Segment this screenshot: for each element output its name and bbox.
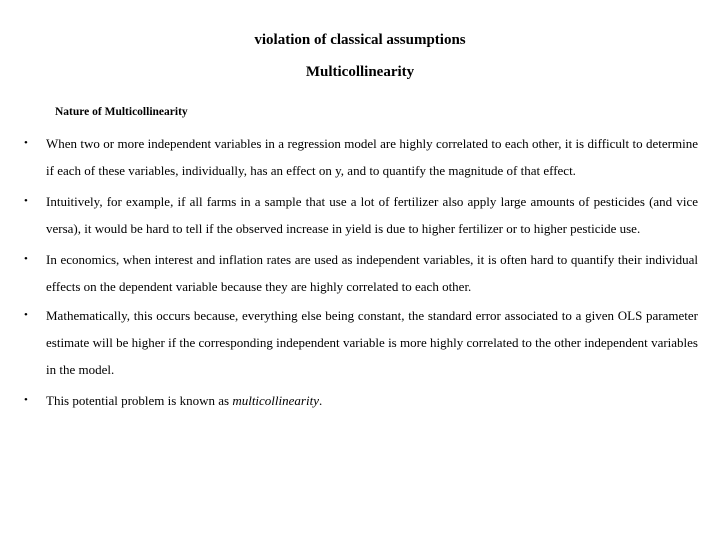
bullet-item xyxy=(0,188,720,242)
slide-title: violation of classical assumptions xyxy=(254,32,466,48)
bullet-text: In economics, when interest and inflation rates are used as independent variables, it is often hard to quantify their individual effects on the dependent variable because they are highly correlated to each other. xyxy=(46,252,698,294)
bullet-text-before: This potential problem is known as xyxy=(46,393,233,408)
bullet-text xyxy=(46,393,322,408)
bullet-item xyxy=(0,387,720,414)
bullet-item xyxy=(0,302,720,383)
slide-subtitle: Multicollinearity xyxy=(305,64,415,80)
bullet-item xyxy=(0,246,720,300)
bullet-text-after: . xyxy=(318,393,323,408)
bullet-dot-icon: • xyxy=(24,309,28,321)
bullet-text: Intuitively, for example, if all farms in a sample that use a lot of fertilizer also apply large amounts of pesticides (and vice versa), it would be hard to tell if the observed increase in yield is due to higher fertilizer or to higher pesticide use. xyxy=(46,194,698,236)
bullet-text: Mathematically, this occurs because, everything else being constant, the standard error associated to a given OLS parameter estimate will be higher if the corresponding independent variable is more highly correlated to the other independent variables in the model. xyxy=(46,308,698,377)
bullet-list xyxy=(0,130,720,418)
bullet-dot-icon: • xyxy=(24,195,28,207)
bullet-dot-icon: • xyxy=(24,394,28,406)
bullet-text: When two or more independent variables in a regression model are highly correlated to each other, it is difficult to determine if each of these variables, individually, has an effect on y, and to quantify the magnitude of that effect. xyxy=(46,136,698,178)
emphasized-term: multicollinearity xyxy=(232,393,319,408)
section-heading: Nature of Multicollinearity xyxy=(55,106,188,118)
bullet-dot-icon: • xyxy=(24,137,28,149)
bullet-item xyxy=(0,130,720,184)
bullet-dot-icon: • xyxy=(24,253,28,265)
